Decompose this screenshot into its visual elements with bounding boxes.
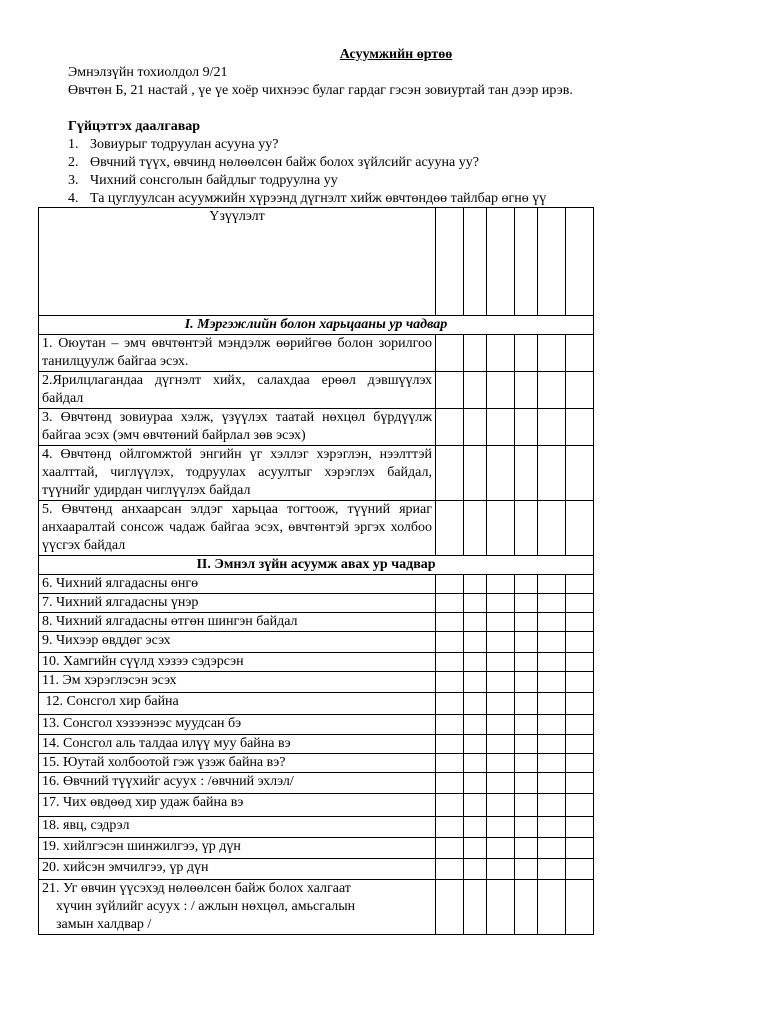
score-cell bbox=[436, 735, 464, 754]
score-cell bbox=[538, 838, 566, 859]
score-cell bbox=[538, 594, 566, 613]
score-cell bbox=[538, 817, 566, 838]
table-row bbox=[39, 501, 594, 556]
indicator-cell: 3. Өвчтөнд зовиураа хэлж, үзүүлэх таатай нөхцөл бүрдүүлж байгаа эсэх (эмч өвчтөний байрлал зөв эсэх) bbox=[39, 409, 436, 446]
table-row bbox=[39, 715, 594, 735]
score-cell bbox=[566, 446, 594, 501]
score-cell bbox=[464, 575, 487, 594]
score-cell bbox=[566, 794, 594, 817]
score-cell bbox=[515, 817, 538, 838]
score-cell bbox=[515, 575, 538, 594]
section-heading-2: II. Эмнэл зүйн асуумж авах ур чадвар bbox=[39, 556, 594, 575]
table-row bbox=[39, 372, 594, 409]
score-cell bbox=[487, 794, 515, 817]
indicator-cell: 18. явц, сэдрэл bbox=[39, 817, 436, 838]
score-cell bbox=[464, 817, 487, 838]
evaluation-table bbox=[38, 207, 594, 935]
score-cell bbox=[487, 501, 515, 556]
score-cell bbox=[464, 715, 487, 735]
score-cell bbox=[566, 859, 594, 880]
score-cell bbox=[538, 501, 566, 556]
score-cell bbox=[464, 501, 487, 556]
score-cell bbox=[515, 693, 538, 715]
table-row bbox=[39, 632, 594, 653]
score-cell bbox=[464, 880, 487, 935]
score-cell bbox=[515, 501, 538, 556]
score-cell bbox=[566, 575, 594, 594]
score-cell bbox=[436, 613, 464, 632]
score-cell bbox=[464, 613, 487, 632]
score-cell bbox=[464, 794, 487, 817]
section-row bbox=[39, 316, 594, 335]
table-row bbox=[39, 838, 594, 859]
indicator-cell: 10. Хамгийн сүүлд хэзээ сэдэрсэн bbox=[39, 653, 436, 672]
score-cell bbox=[515, 838, 538, 859]
score-cell bbox=[436, 773, 464, 794]
score-cell bbox=[515, 672, 538, 693]
score-cell bbox=[464, 754, 487, 773]
score-cell bbox=[566, 372, 594, 409]
table-row bbox=[39, 575, 594, 594]
indicator-cell bbox=[39, 880, 436, 935]
table-row bbox=[39, 773, 594, 794]
score-cell bbox=[487, 335, 515, 372]
score-cell bbox=[487, 754, 515, 773]
score-cell bbox=[566, 632, 594, 653]
score-cell bbox=[436, 794, 464, 817]
section-heading-1: I. Мэргэжлийн болон харьцааны ур чадвар bbox=[39, 316, 594, 335]
indicator-cell: 20. хийсэн эмчилгээ, үр дүн bbox=[39, 859, 436, 880]
table-row bbox=[39, 735, 594, 754]
table-row bbox=[39, 335, 594, 372]
row21-line3: замын халдвар / bbox=[56, 917, 152, 932]
score-cell bbox=[566, 613, 594, 632]
score-cell bbox=[464, 838, 487, 859]
score-cell bbox=[538, 208, 566, 316]
table-row bbox=[39, 794, 594, 817]
indicator-cell: 1. Оюутан – эмч өвчтөнтэй мэндэлж өөрийгөө болон зорилгоо танилцуулж байгаа эсэх. bbox=[39, 335, 436, 372]
score-cell bbox=[487, 859, 515, 880]
score-cell bbox=[487, 446, 515, 501]
score-cell bbox=[487, 693, 515, 715]
indicator-cell: 7. Чихний ялгадасны үнэр bbox=[39, 594, 436, 613]
score-cell bbox=[464, 208, 487, 316]
score-cell bbox=[487, 613, 515, 632]
indicator-cell: 6. Чихний ялгадасны өнгө bbox=[39, 575, 436, 594]
indicator-cell: 12. Сонсгол хир байна bbox=[39, 693, 436, 715]
score-cell bbox=[464, 859, 487, 880]
table-row bbox=[39, 653, 594, 672]
score-cell bbox=[487, 575, 515, 594]
score-cell bbox=[566, 773, 594, 794]
score-cell bbox=[515, 880, 538, 935]
score-cell bbox=[436, 715, 464, 735]
score-cell bbox=[464, 653, 487, 672]
score-cell bbox=[538, 735, 566, 754]
row21-line2: хүчин зүйлийг асуух : / ажлын нөхцөл, амьсгалын bbox=[56, 899, 356, 914]
indicator-cell: 16. Өвчний түүхийг асуух : /өвчний эхлэл/ bbox=[39, 773, 436, 794]
indicator-cell: 4. Өвчтөнд ойлгомжтой энгийн үг хэллэг хэрэглэн, нээлттэй хаалттай, чиглүүлэх, тодруулах асуултыг хэрэглэх байдал, түүнийг удирдан чиглүүлэх байдал bbox=[39, 446, 436, 501]
score-cell bbox=[487, 632, 515, 653]
table-row bbox=[39, 613, 594, 632]
indicator-cell: 15. Юутай холбоотой гэж үзэж байна вэ? bbox=[39, 754, 436, 773]
score-cell bbox=[464, 672, 487, 693]
score-cell bbox=[436, 208, 464, 316]
score-cell bbox=[436, 880, 464, 935]
score-cell bbox=[515, 653, 538, 672]
score-cell bbox=[436, 632, 464, 653]
row21-line1: 21. Уг өвчин үүсэхэд нөлөөлсөн байж болох халгаат bbox=[42, 881, 351, 896]
score-cell bbox=[566, 715, 594, 735]
indicator-cell: 5. Өвчтөнд анхаарсан элдэг харьцаа тогтоож, түүний яриаг анхааралтай сонсож чадаж байгаа эсэх, өвчтөнтэй эргэх холбоо үүсгэх байдал bbox=[39, 501, 436, 556]
indicator-header: Үзүүлэлт bbox=[39, 208, 436, 316]
score-cell bbox=[538, 613, 566, 632]
score-cell bbox=[464, 632, 487, 653]
score-cell bbox=[566, 594, 594, 613]
task-item: 1. Зовиурыг тодруулан асууна уу? bbox=[68, 137, 279, 152]
score-cell bbox=[515, 735, 538, 754]
score-cell bbox=[487, 653, 515, 672]
table-row bbox=[39, 754, 594, 773]
score-cell bbox=[566, 880, 594, 935]
indicator-cell: 17. Чих өвдөөд хир удаж байна вэ bbox=[39, 794, 436, 817]
score-cell bbox=[538, 446, 566, 501]
page-title: Асуумжийн өртөө bbox=[339, 47, 453, 62]
task-item: 3. Чихний сонсголын байдлыг тодруулна уу bbox=[68, 173, 338, 188]
table-row bbox=[39, 693, 594, 715]
score-cell bbox=[566, 754, 594, 773]
table-row bbox=[39, 446, 594, 501]
score-cell bbox=[464, 735, 487, 754]
score-cell bbox=[436, 672, 464, 693]
score-cell bbox=[538, 693, 566, 715]
score-cell bbox=[436, 838, 464, 859]
score-cell bbox=[464, 446, 487, 501]
score-cell bbox=[515, 446, 538, 501]
indicator-cell: 2.Ярилцлагандаа дүгнэлт хийх, салахдаа ерөөл дэвшүүлэх байдал bbox=[39, 372, 436, 409]
indicator-cell: 14. Сонсгол аль талдаа илүү муу байна вэ bbox=[39, 735, 436, 754]
score-cell bbox=[487, 208, 515, 316]
score-cell bbox=[566, 653, 594, 672]
score-cell bbox=[538, 575, 566, 594]
score-cell bbox=[515, 715, 538, 735]
score-cell bbox=[436, 446, 464, 501]
score-cell bbox=[464, 335, 487, 372]
score-cell bbox=[464, 773, 487, 794]
score-cell bbox=[436, 653, 464, 672]
score-cell bbox=[538, 672, 566, 693]
score-cell bbox=[464, 372, 487, 409]
score-cell bbox=[538, 335, 566, 372]
section-row bbox=[39, 556, 594, 575]
score-cell bbox=[538, 372, 566, 409]
score-cell bbox=[436, 335, 464, 372]
table-row bbox=[39, 880, 594, 935]
case-number: Эмнэлзүйн тохиолдол 9/21 bbox=[68, 65, 228, 80]
indicator-cell: 9. Чихээр өвддөг эсэх bbox=[39, 632, 436, 653]
complaint-text: Өвчтөн Б, 21 настай , үе үе хоёр чихнээс булаг гардаг гэсэн зовиуртай тан дээр ирэв. bbox=[68, 83, 573, 98]
task-item: 2. Өвчний түүх, өвчинд нөлөөлсөн байж болох зүйлсийг асууна уу? bbox=[68, 155, 479, 170]
score-cell bbox=[538, 773, 566, 794]
table-row bbox=[39, 594, 594, 613]
score-cell bbox=[436, 754, 464, 773]
score-cell bbox=[515, 613, 538, 632]
score-cell bbox=[487, 409, 515, 446]
table-row bbox=[39, 859, 594, 880]
score-cell bbox=[487, 672, 515, 693]
score-cell bbox=[538, 754, 566, 773]
score-cell bbox=[566, 208, 594, 316]
score-cell bbox=[566, 735, 594, 754]
score-cell bbox=[515, 754, 538, 773]
indicator-cell: 13. Сонсгол хэзээнээс муудсан бэ bbox=[39, 715, 436, 735]
score-cell bbox=[566, 817, 594, 838]
score-cell bbox=[566, 672, 594, 693]
score-cell bbox=[436, 575, 464, 594]
table-row bbox=[39, 409, 594, 446]
score-cell bbox=[515, 208, 538, 316]
score-cell bbox=[515, 632, 538, 653]
score-cell bbox=[566, 838, 594, 859]
score-cell bbox=[464, 594, 487, 613]
table-row bbox=[39, 817, 594, 838]
score-cell bbox=[487, 773, 515, 794]
score-cell bbox=[436, 859, 464, 880]
indicator-cell: 11. Эм хэрэглэсэн эсэх bbox=[39, 672, 436, 693]
score-cell bbox=[487, 838, 515, 859]
score-cell bbox=[538, 715, 566, 735]
score-cell bbox=[487, 817, 515, 838]
indicator-cell: 19. хийлгэсэн шинжилгээ, үр дүн bbox=[39, 838, 436, 859]
score-cell bbox=[436, 693, 464, 715]
score-cell bbox=[436, 817, 464, 838]
score-cell bbox=[436, 594, 464, 613]
score-cell bbox=[464, 409, 487, 446]
score-cell bbox=[538, 880, 566, 935]
score-cell bbox=[487, 372, 515, 409]
score-cell bbox=[515, 594, 538, 613]
score-cell bbox=[566, 335, 594, 372]
score-cell bbox=[487, 715, 515, 735]
score-cell bbox=[538, 859, 566, 880]
score-cell bbox=[538, 794, 566, 817]
score-cell bbox=[487, 735, 515, 754]
score-cell bbox=[538, 653, 566, 672]
score-cell bbox=[566, 409, 594, 446]
score-cell bbox=[515, 409, 538, 446]
score-cell bbox=[436, 501, 464, 556]
task-list bbox=[68, 136, 546, 208]
score-cell bbox=[515, 372, 538, 409]
indicator-cell: 8. Чихний ялгадасны өтгөн шингэн байдал bbox=[39, 613, 436, 632]
score-cell bbox=[515, 794, 538, 817]
score-cell bbox=[538, 409, 566, 446]
score-cell bbox=[487, 594, 515, 613]
table-row bbox=[39, 672, 594, 693]
score-cell bbox=[487, 880, 515, 935]
task-heading: Гүйцэтгэх даалгавар bbox=[68, 119, 201, 134]
task-item: 4. Та цуглуулсан асуумжийн хүрээнд дүгнэлт хийж өвчтөндөө тайлбар өгнө үү bbox=[68, 191, 547, 206]
score-cell bbox=[515, 773, 538, 794]
score-cell bbox=[566, 693, 594, 715]
score-cell bbox=[464, 693, 487, 715]
score-cell bbox=[538, 632, 566, 653]
score-cell bbox=[436, 409, 464, 446]
score-cell bbox=[436, 372, 464, 409]
score-cell bbox=[515, 859, 538, 880]
table-header-row bbox=[39, 208, 594, 316]
score-cell bbox=[515, 335, 538, 372]
score-cell bbox=[566, 501, 594, 556]
